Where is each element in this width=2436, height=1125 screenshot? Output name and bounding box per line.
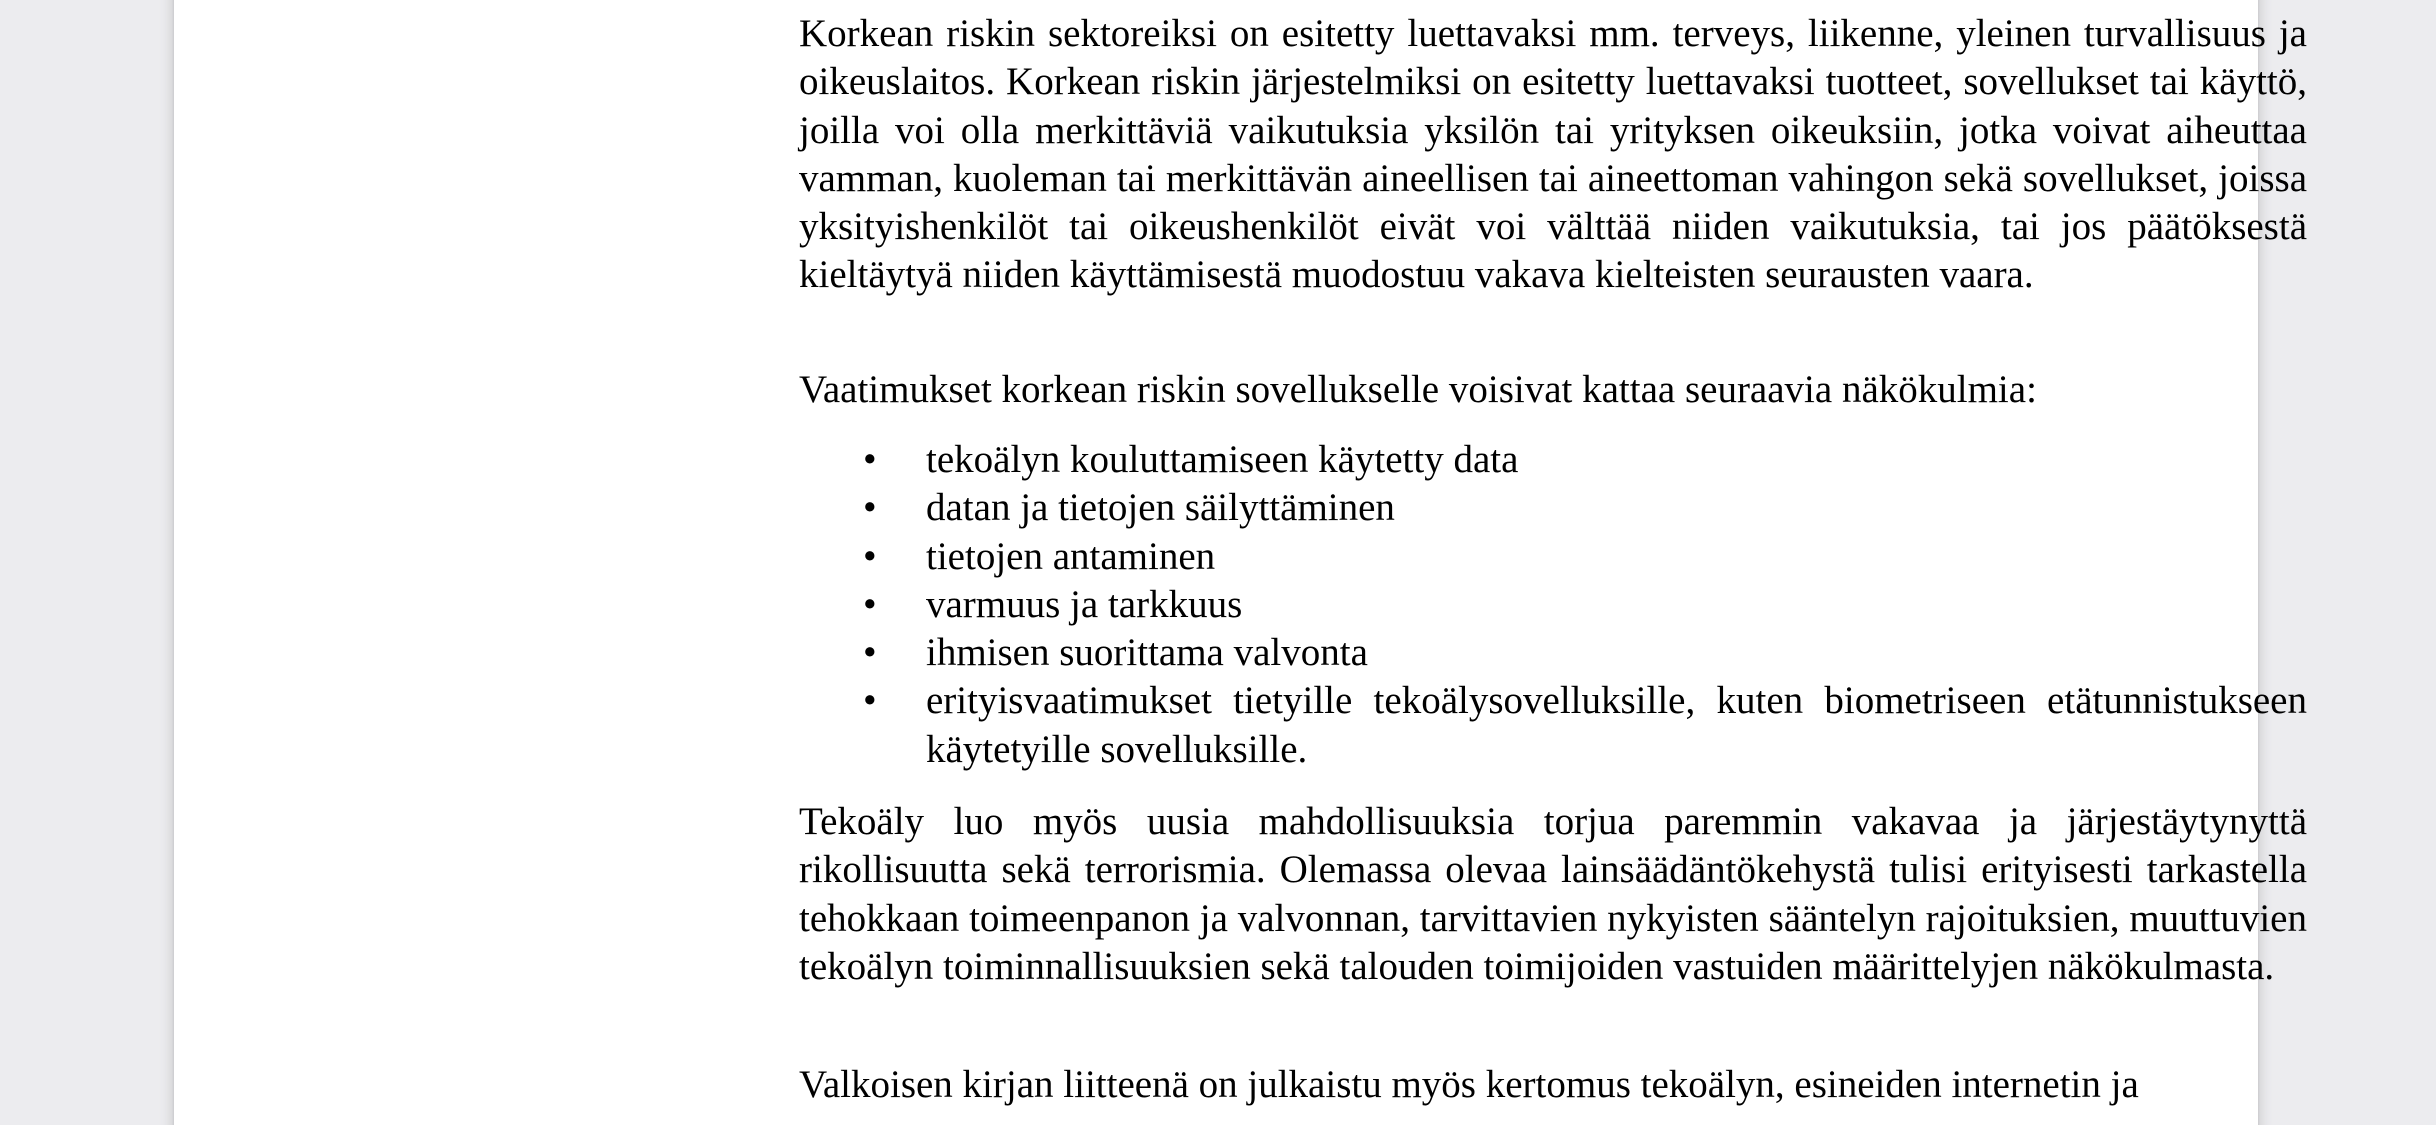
requirements-bullet-list: [799, 436, 2307, 774]
bullet-icon: •: [863, 679, 877, 723]
bullet-icon: •: [863, 438, 877, 481]
list-item: [799, 533, 2307, 581]
document-page: [174, 0, 2307, 1125]
list-item-text: datan ja tietojen säilyttäminen: [926, 486, 1395, 530]
list-item: [799, 581, 2307, 629]
list-item-text: tekoälyn kouluttamiseen käytetty data: [926, 438, 1519, 481]
list-item: [799, 629, 2307, 677]
list-item-text: erityisvaatimukset tietyille tekoälysovelluksille, kuten biometriseen etätunnistukseen käytetyille sovelluksille.: [926, 679, 2307, 771]
paragraph-requirements-intro: Vaatimukset korkean riskin sovellukselle voisivat kattaa seuraavia näkökulmia:: [799, 368, 2037, 411]
list-item: [799, 677, 2307, 774]
paragraph-crime-prevention: Tekoäly luo myös uusia mahdollisuuksia torjua paremmin vakavaa ja järjestäytynyttä rikollisuutta sekä terrorismia. Olemassa olevaa lainsäädäntökehystä tulisi erityisesti tarkastella tehokkaan toimeenpanon ja valvonnan, tarvittavien nykyisten sääntelyn rajoituksien, muuttuvien tekoälyn toiminnallisuuksien sekä talouden toimijoiden vastuiden määrittelyjen näkökulmasta.: [799, 800, 2307, 988]
list-item: [799, 436, 2307, 484]
bullet-icon: •: [863, 631, 877, 675]
list-item-text: tietojen antaminen: [926, 534, 1216, 578]
list-item-text: ihmisen suorittama valvonta: [926, 631, 1368, 675]
list-item: [799, 484, 2307, 532]
bullet-icon: •: [863, 582, 877, 626]
partial-paragraph-bottom: Valkoisen kirjan liitteenä on julkaistu myös kertomus tekoälyn, esineiden internetin ja: [799, 1063, 2139, 1106]
bullet-icon: •: [863, 534, 877, 578]
paragraph-high-risk-sectors: Korkean riskin sektoreiksi on esitetty luettavaksi mm. terveys, liikenne, yleinen turvallisuus ja oikeuslaitos. Korkean riskin järjestelmiksi on esitetty luettavaksi tuotteet, sovellukset tai käyttö, joilla voi olla merkittäviä vaikutuksia yksilön tai yrityksen oikeuksiin, jotka voivat aiheuttaa vamman, kuoleman tai merkittävän aineellisen tai aineettoman vahingon sekä sovellukset, joissa yksityishenkilöt tai oikeushenkilöt eivät voi välttää niiden vaikutuksia, tai jos päätöksestä kieltäytyä niiden käyttämisestä muodostuu vakava kielteisten seurausten vaara.: [799, 12, 2307, 297]
bullet-icon: •: [863, 486, 877, 530]
list-item-text: varmuus ja tarkkuus: [926, 582, 1243, 626]
